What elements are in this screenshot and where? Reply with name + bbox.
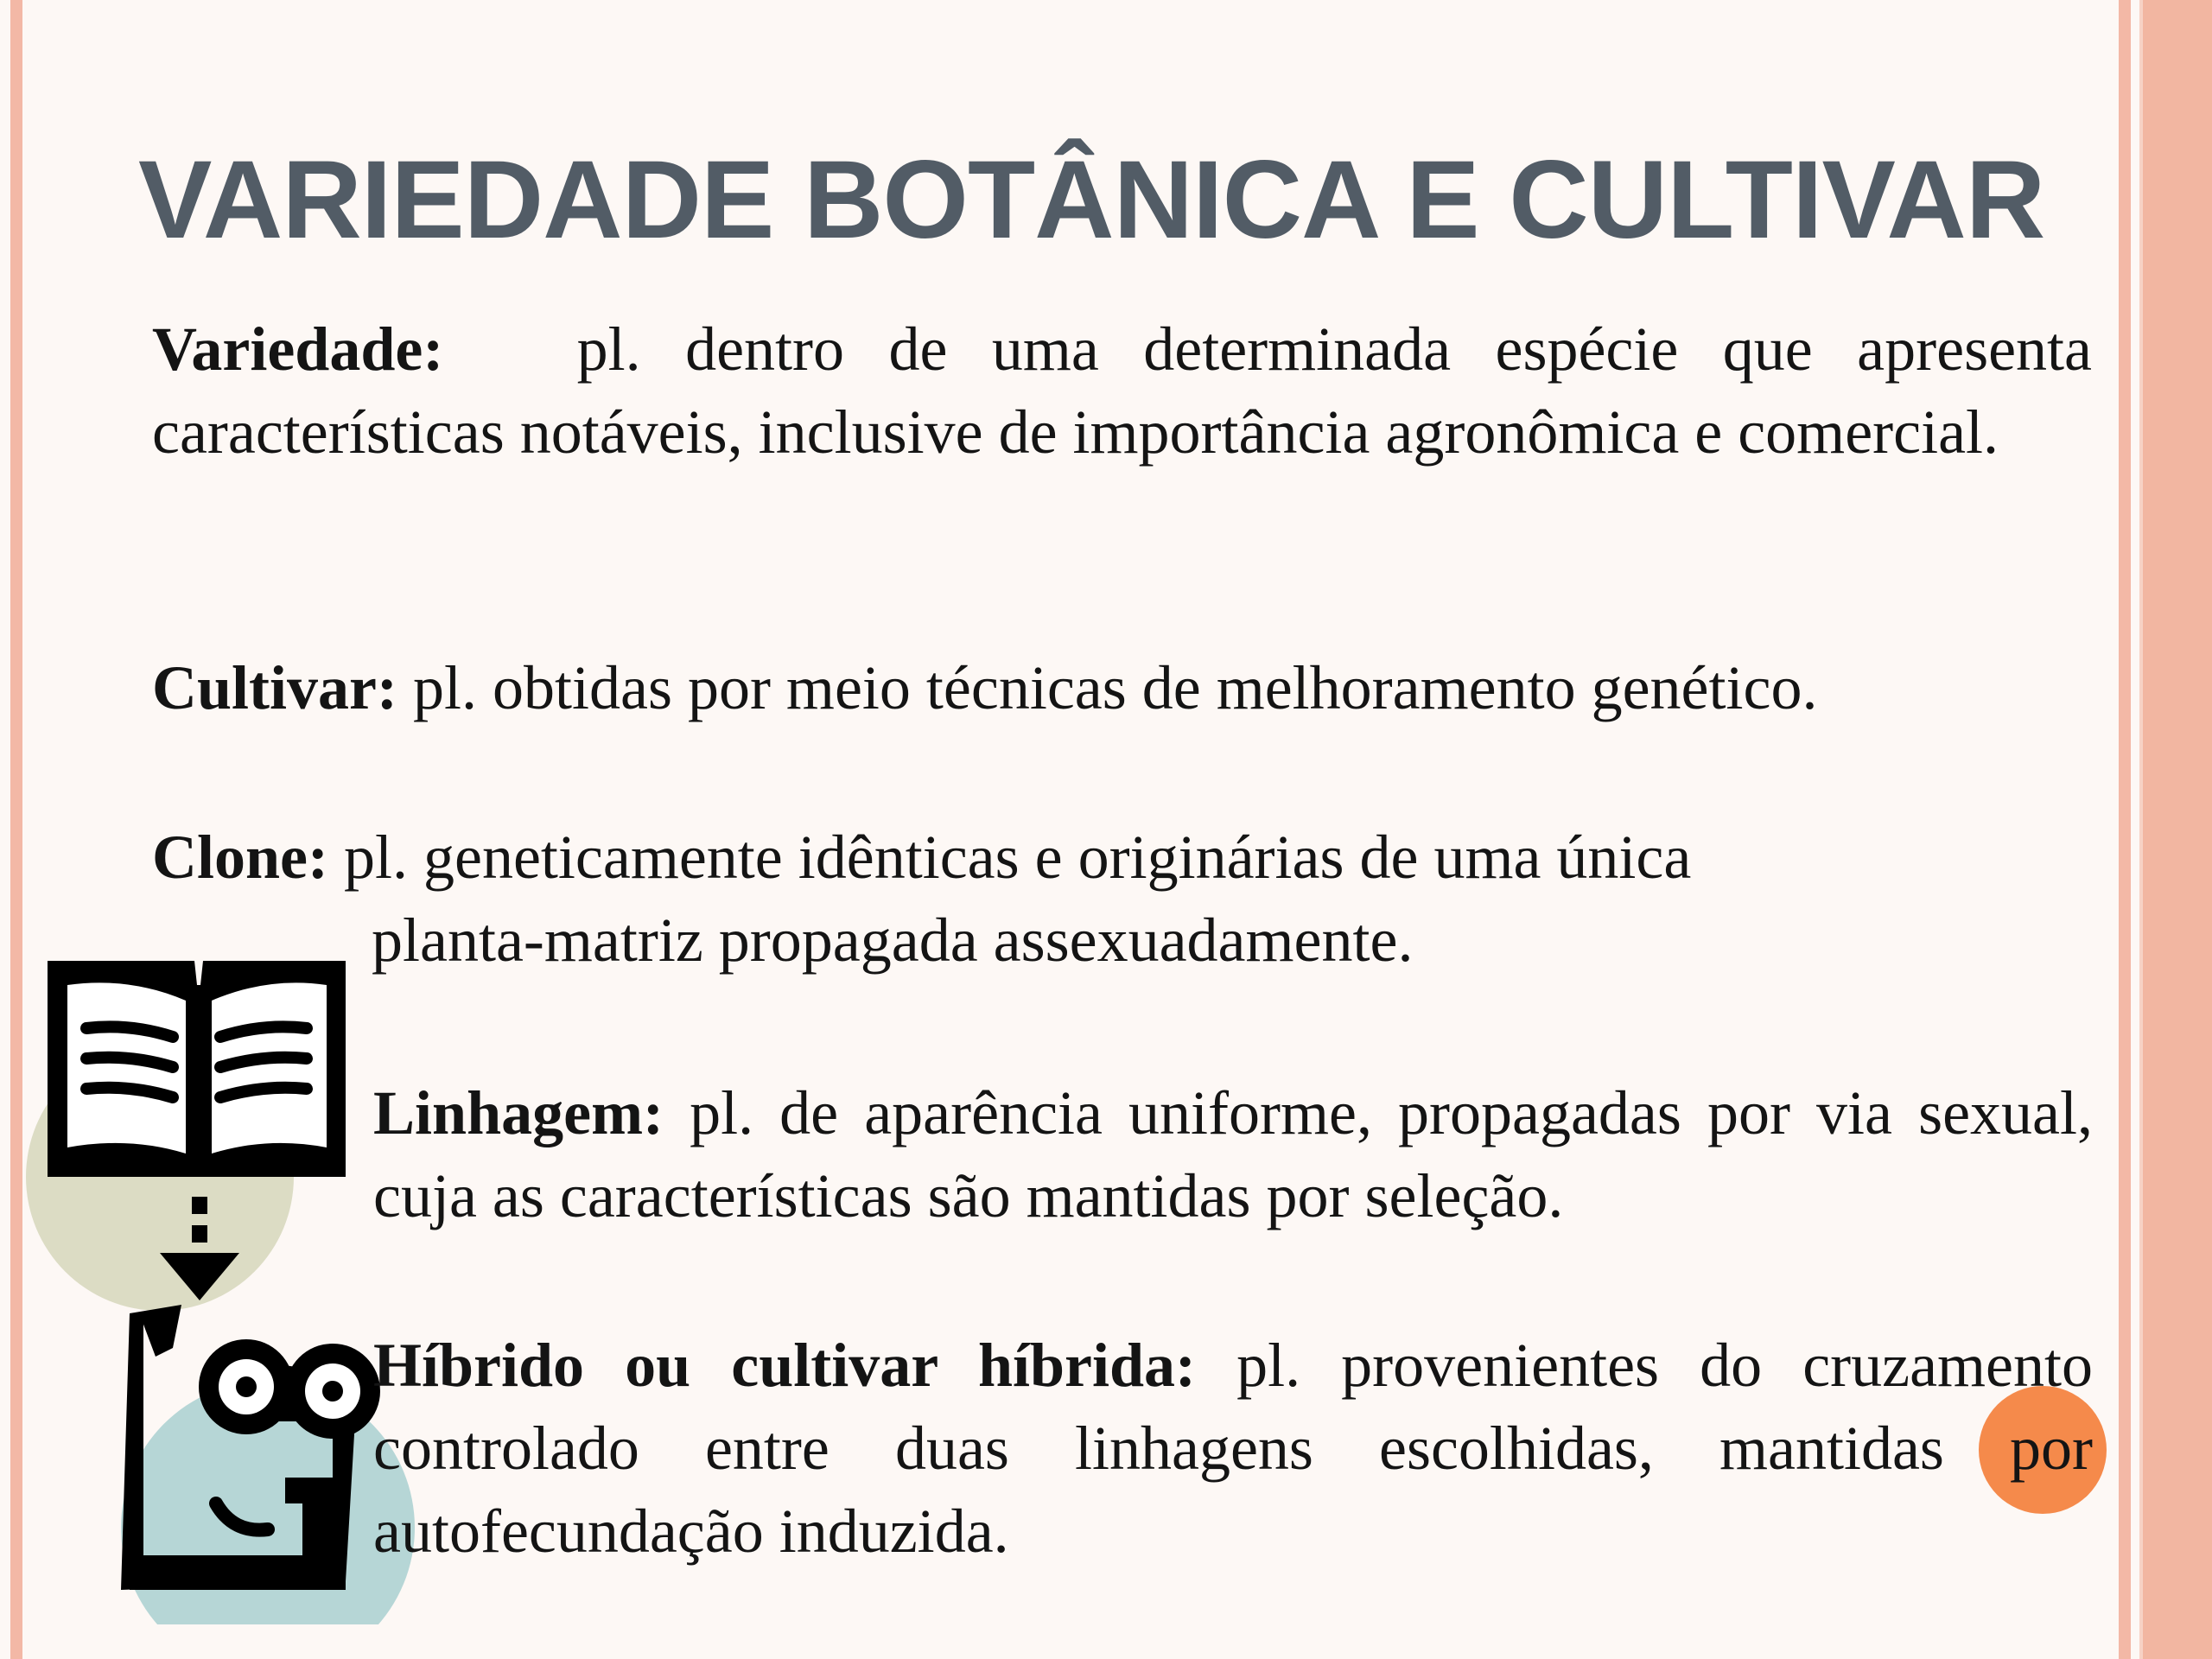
book-reader-icon <box>0 950 415 1624</box>
definition-linhagem <box>373 1071 2093 1237</box>
term-hibrido: Híbrido ou cultivar híbrida: <box>373 1331 1197 1400</box>
definition-hibrido <box>373 1324 2093 1573</box>
definition-clone <box>152 816 2092 982</box>
text-linhagem: pl. de aparência uniforme, propagadas por via sexual, cuja as características são mantidas por seleção. <box>373 1078 2094 1230</box>
slide-title: VARIEDADE BOTÂNICA E CULTIVAR <box>138 138 2045 262</box>
term-variedade: Variedade: <box>152 315 444 384</box>
text-hibrido: pl. provenientes do cruzamento controlado entre duas linhagens escolhidas, mantidas por autofecundação induzida. <box>373 1331 2094 1566</box>
definition-cultivar <box>152 646 2122 729</box>
text-clone: pl. geneticamente idênticas e originárias de uma única <box>343 823 1692 892</box>
text-cultivar: pl. obtidas por meio técnicas de melhoramento genético. <box>412 653 1818 722</box>
term-linhagem: Linhagem: <box>373 1078 664 1147</box>
right-border-band <box>2139 0 2212 1659</box>
term-clone: Clone: <box>152 823 328 892</box>
text-clone-line2: planta-matriz propagada assexuadamente. <box>372 906 1414 975</box>
definition-variedade <box>152 308 2092 474</box>
text-variedade: pl. dentro de uma determinada espécie que apresenta características notáveis, inclusive de importância agronômica e comercial. <box>152 315 2093 467</box>
right-border-line <box>2119 0 2131 1659</box>
term-cultivar: Cultivar: <box>152 653 397 722</box>
